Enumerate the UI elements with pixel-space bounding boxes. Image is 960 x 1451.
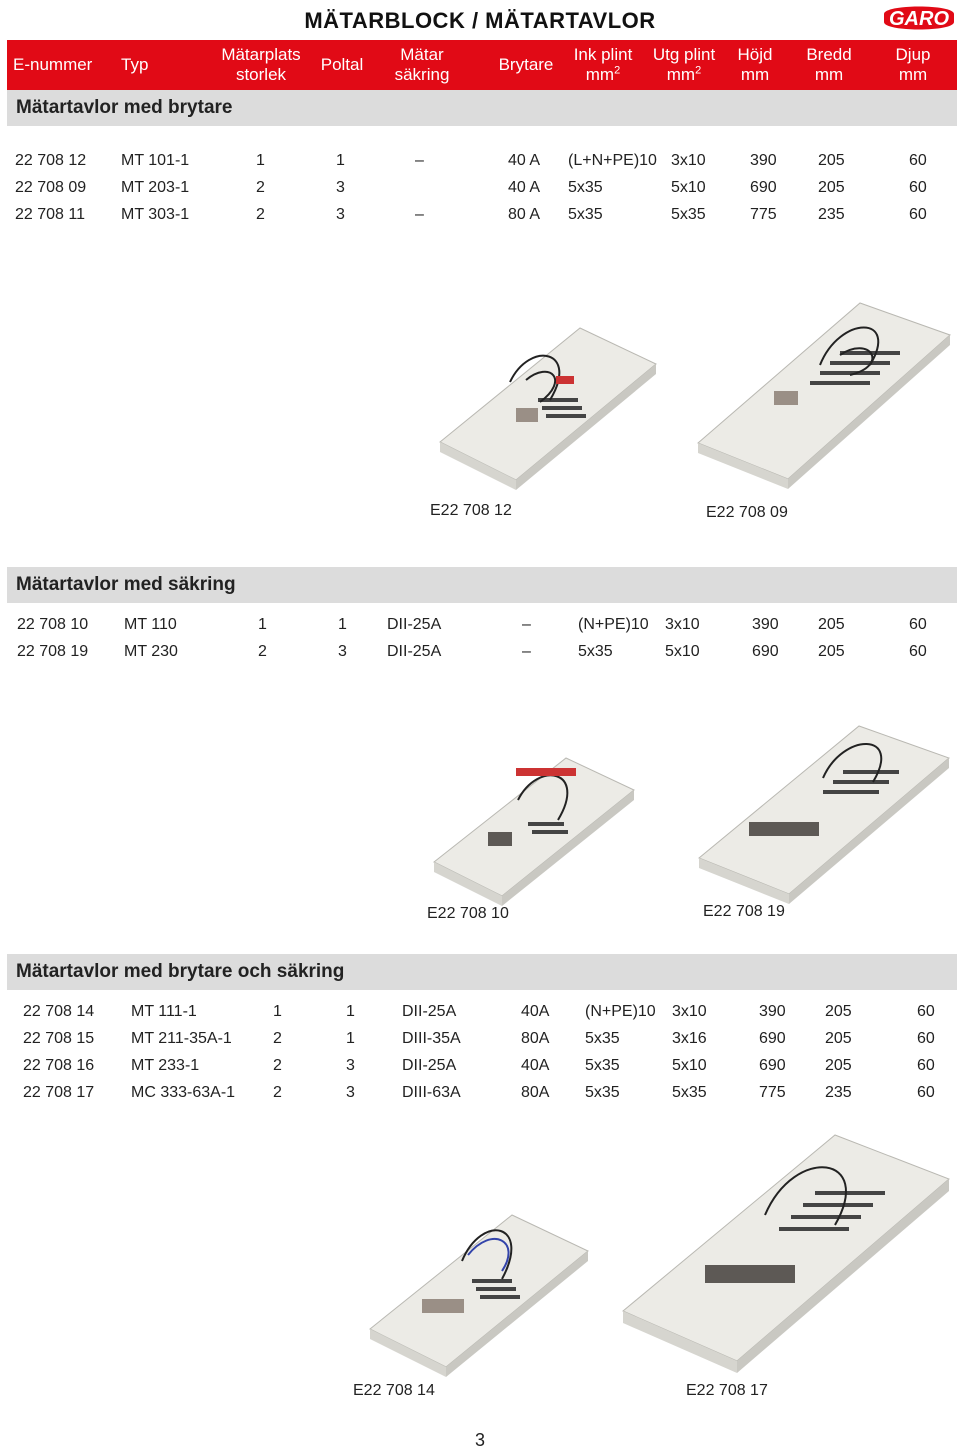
typ: MT 233-1 xyxy=(131,1057,200,1074)
brand-text: GARO xyxy=(889,8,949,30)
utg-plint: 5x35 xyxy=(672,1084,707,1101)
ink-plint: 5x35 xyxy=(585,1084,620,1101)
section-title-brytare-och-sakring: Mätartavlor med brytare och säkring xyxy=(7,954,957,990)
brytare: 80 A xyxy=(508,206,541,223)
page-title: MÄTARBLOCK / MÄTARTAVLOR xyxy=(304,8,656,33)
header-typ: Typ xyxy=(121,55,149,74)
poltal: 3 xyxy=(338,643,347,660)
brytare: – xyxy=(522,616,531,633)
brytare: 40A xyxy=(521,1003,550,1020)
e-nummer: 22 708 15 xyxy=(23,1030,95,1047)
product-image-mt-110 xyxy=(428,750,638,908)
product-image-mt-203-1 xyxy=(690,295,955,490)
bredd: 235 xyxy=(825,1084,852,1101)
typ: MT 101-1 xyxy=(121,152,190,169)
caption-e22-708-10: E22 708 10 xyxy=(427,905,509,922)
matar-sakring: – xyxy=(415,152,424,169)
utg-plint: 5x10 xyxy=(671,179,706,196)
e-nummer: 22 708 11 xyxy=(15,206,85,223)
header-djup: Djup mm xyxy=(895,45,931,84)
utg-plint: 5x10 xyxy=(665,643,700,660)
bredd: 205 xyxy=(825,1030,852,1047)
table-row xyxy=(0,1030,960,1054)
hojd: 690 xyxy=(759,1057,786,1074)
storlek: 2 xyxy=(273,1084,282,1101)
bredd: 205 xyxy=(825,1057,852,1074)
header-bredd: Bredd mm xyxy=(806,45,852,84)
djup: 60 xyxy=(909,179,927,196)
caption-e22-708-12: E22 708 12 xyxy=(430,502,512,519)
table-row xyxy=(0,206,960,230)
hojd: 390 xyxy=(752,616,779,633)
product-image-mt-111-1 xyxy=(362,1205,592,1377)
typ: MC 333-63A-1 xyxy=(131,1084,236,1101)
brytare: – xyxy=(522,643,531,660)
table-row xyxy=(0,1057,960,1081)
matar-sakring: DII-25A xyxy=(387,616,442,633)
table-header xyxy=(7,40,957,90)
typ: MT 203-1 xyxy=(121,179,190,196)
brytare: 80A xyxy=(521,1030,550,1047)
storlek: 1 xyxy=(256,152,265,169)
brytare: 40 A xyxy=(508,152,541,169)
table-row xyxy=(0,1084,960,1108)
brytare: 40 A xyxy=(508,179,541,196)
caption-e22-708-17: E22 708 17 xyxy=(686,1382,768,1399)
brytare: 40A xyxy=(521,1057,550,1074)
matar-sakring: DII-25A xyxy=(387,643,442,660)
page-number: 3 xyxy=(474,1430,485,1450)
product-image-mt-101-1 xyxy=(430,320,660,492)
storlek: 2 xyxy=(273,1030,282,1047)
djup: 60 xyxy=(917,1003,935,1020)
djup: 60 xyxy=(917,1057,935,1074)
matar-sakring: DII-25A xyxy=(402,1057,457,1074)
header-brytare: Brytare xyxy=(498,55,554,74)
matar-sakring: DII-25A xyxy=(402,1003,457,1020)
caption-e22-708-09: E22 708 09 xyxy=(706,504,788,521)
ink-plint: (N+PE)10 xyxy=(578,616,649,633)
matar-sakring: DIII-35A xyxy=(402,1030,461,1047)
bredd: 205 xyxy=(818,643,845,660)
e-nummer: 22 708 17 xyxy=(23,1084,95,1101)
table-row xyxy=(0,1003,960,1027)
bredd: 205 xyxy=(825,1003,852,1020)
hojd: 775 xyxy=(759,1084,786,1101)
header-poltal: Poltal xyxy=(320,55,364,74)
header-matarplats: Mätarplats storlek xyxy=(221,45,301,84)
ink-plint: 5x35 xyxy=(578,643,613,660)
djup: 60 xyxy=(917,1030,935,1047)
matar-sakring: DIII-63A xyxy=(402,1084,461,1101)
poltal: 1 xyxy=(338,616,347,633)
table-row xyxy=(0,643,960,667)
poltal: 1 xyxy=(346,1030,355,1047)
hojd: 690 xyxy=(759,1030,786,1047)
utg-plint: 5x35 xyxy=(671,206,706,223)
utg-plint: 3x10 xyxy=(671,152,706,169)
poltal: 3 xyxy=(346,1057,355,1074)
product-image-mt-230 xyxy=(693,718,955,904)
e-nummer: 22 708 09 xyxy=(15,179,87,196)
poltal: 3 xyxy=(346,1084,355,1101)
storlek: 2 xyxy=(273,1057,282,1074)
storlek: 2 xyxy=(256,179,265,196)
header-e-nummer: E-nummer xyxy=(13,55,93,74)
typ: MT 110 xyxy=(124,616,177,633)
bredd: 205 xyxy=(818,616,845,633)
section-title-brytare: Mätartavlor med brytare xyxy=(7,90,957,126)
e-nummer: 22 708 10 xyxy=(17,616,89,633)
djup: 60 xyxy=(909,206,927,223)
ink-plint: 5x35 xyxy=(585,1057,620,1074)
header-hojd: Höjd mm xyxy=(737,45,773,84)
utg-plint: 5x10 xyxy=(672,1057,707,1074)
utg-plint: 3x10 xyxy=(672,1003,707,1020)
bredd: 235 xyxy=(818,206,845,223)
poltal: 1 xyxy=(336,152,345,169)
header-matar-sakring: Mätar säkring xyxy=(394,45,450,84)
hojd: 690 xyxy=(750,179,777,196)
header-utg-plint: Utg plint $mm^2$ xyxy=(652,45,716,84)
hojd: 390 xyxy=(750,152,777,169)
e-nummer: 22 708 14 xyxy=(23,1003,95,1020)
hojd: 775 xyxy=(750,206,777,223)
matar-sakring: – xyxy=(415,206,424,223)
brytare: 80A xyxy=(521,1084,550,1101)
typ: MT 230 xyxy=(124,643,178,660)
poltal: 3 xyxy=(336,179,345,196)
bredd: 205 xyxy=(818,152,845,169)
hojd: 690 xyxy=(752,643,779,660)
utg-plint: 3x16 xyxy=(672,1030,707,1047)
ink-plint: (L+N+PE)10 xyxy=(568,152,657,169)
ink-plint: 5x35 xyxy=(568,179,603,196)
typ: MT 211-35A-1 xyxy=(131,1030,232,1047)
poltal: 3 xyxy=(336,206,345,223)
ink-plint: 5x35 xyxy=(585,1030,620,1047)
storlek: 2 xyxy=(256,206,265,223)
table-row xyxy=(0,616,960,640)
typ: MT 111-1 xyxy=(131,1003,197,1020)
garo-logo xyxy=(878,0,958,34)
hojd: 390 xyxy=(759,1003,786,1020)
utg-plint: 3x10 xyxy=(665,616,700,633)
table-row xyxy=(0,152,960,176)
djup: 60 xyxy=(917,1084,935,1101)
bredd: 205 xyxy=(818,179,845,196)
header-ink-plint: Ink plint $mm^2$ xyxy=(573,45,633,84)
e-nummer: 22 708 12 xyxy=(15,152,87,169)
djup: 60 xyxy=(909,643,927,660)
section-title-sakring: Mätartavlor med säkring xyxy=(7,567,957,603)
table-row xyxy=(0,179,960,203)
e-nummer: 22 708 16 xyxy=(23,1057,95,1074)
djup: 60 xyxy=(909,152,927,169)
storlek: 2 xyxy=(258,643,267,660)
djup: 60 xyxy=(909,616,927,633)
storlek: 1 xyxy=(258,616,267,633)
ink-plint: (N+PE)10 xyxy=(585,1003,656,1020)
poltal: 1 xyxy=(346,1003,355,1020)
storlek: 1 xyxy=(273,1003,282,1020)
typ: MT 303-1 xyxy=(121,206,190,223)
e-nummer: 22 708 19 xyxy=(17,643,89,660)
product-image-mc-333-63a-1 xyxy=(615,1125,955,1375)
caption-e22-708-14: E22 708 14 xyxy=(353,1382,435,1399)
ink-plint: 5x35 xyxy=(568,206,603,223)
caption-e22-708-19: E22 708 19 xyxy=(703,903,785,920)
